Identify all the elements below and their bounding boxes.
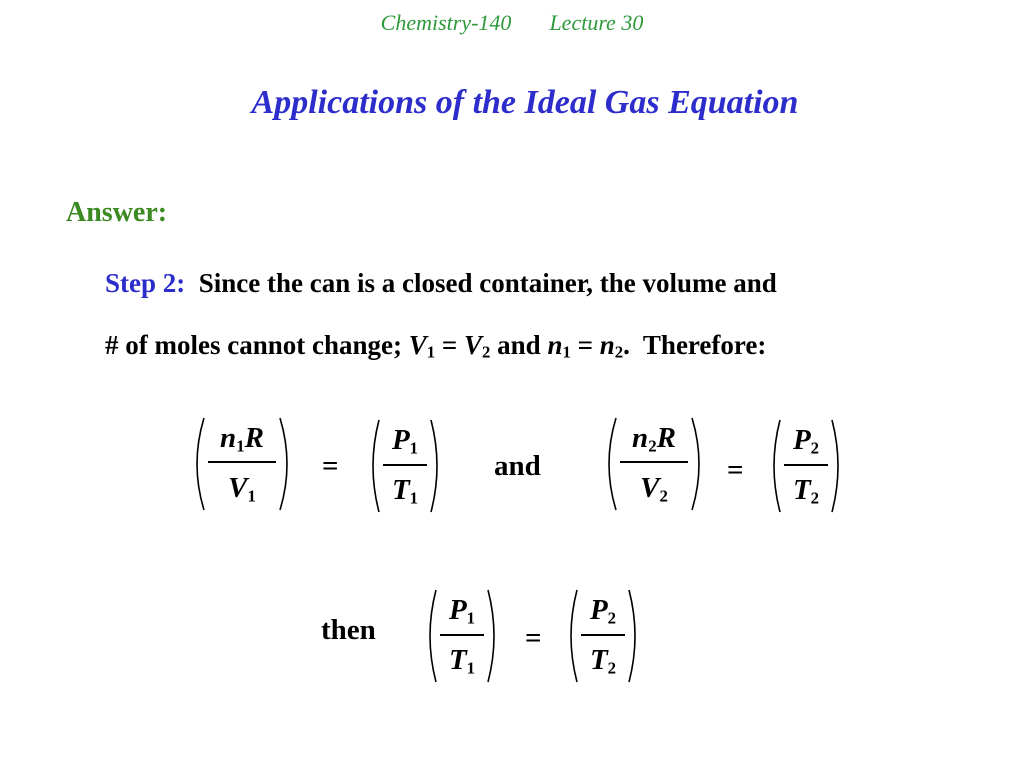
numerator: $n_1R$ bbox=[220, 422, 264, 456]
fraction-p2-over-t2-final bbox=[567, 588, 639, 684]
conclusion-text: Therefore: bbox=[642, 330, 767, 360]
slide-title: Applications of the Ideal Gas Equation bbox=[251, 84, 799, 121]
connector-and: and bbox=[497, 330, 541, 360]
fraction-bar bbox=[383, 464, 427, 466]
step-text-1: Since the can is a closed container, the volume and bbox=[198, 268, 777, 298]
answer-heading: Answer: bbox=[66, 197, 168, 228]
fraction-n1r-over-v1 bbox=[190, 416, 294, 512]
fraction-n2r-over-v2 bbox=[602, 416, 706, 512]
fraction-bar bbox=[581, 634, 625, 636]
lecture-number: Lecture 30 bbox=[549, 10, 644, 35]
denominator: $T_1$ bbox=[391, 474, 419, 508]
fraction-p1-over-t1 bbox=[369, 418, 441, 514]
step-line-1 bbox=[105, 268, 777, 299]
denominator: $T_2$ bbox=[589, 644, 617, 678]
equals-sign: = bbox=[322, 450, 339, 482]
numerator: $P_1$ bbox=[391, 424, 419, 458]
volume-2: $V_2$ bbox=[464, 330, 491, 362]
equals-sign: = bbox=[727, 454, 744, 486]
fraction-bar bbox=[440, 634, 484, 636]
numerator: $P_1$ bbox=[448, 594, 476, 628]
numerator: $P_2$ bbox=[589, 594, 617, 628]
course-header bbox=[0, 10, 1024, 36]
numerator: $n_2R$ bbox=[632, 422, 676, 456]
fraction-bar bbox=[784, 464, 828, 466]
step-text-2: # of moles cannot change; bbox=[105, 330, 402, 360]
denominator: $T_1$ bbox=[448, 644, 476, 678]
numerator: $P_2$ bbox=[792, 424, 820, 458]
denominator: $V_2$ bbox=[640, 472, 668, 506]
step-label: Step 2: bbox=[105, 268, 186, 298]
then-word: then bbox=[321, 614, 376, 646]
fraction-p2-over-t2 bbox=[770, 418, 842, 514]
fraction-p1-over-t1-final bbox=[426, 588, 498, 684]
moles-2: $n_2$ bbox=[599, 330, 624, 362]
equals-sign: = bbox=[525, 622, 542, 654]
and-word: and bbox=[494, 450, 541, 482]
moles-1: $n_1$ bbox=[547, 330, 571, 362]
course-name: Chemistry-140 bbox=[380, 10, 512, 35]
step-line-2: # of moles cannot change; $V_1 = V_2$ and $n_1 = n_2$. Therefore: bbox=[105, 330, 767, 362]
fraction-bar bbox=[208, 461, 276, 463]
fraction-bar bbox=[620, 461, 688, 463]
denominator: $V_1$ bbox=[228, 472, 256, 506]
denominator: $T_2$ bbox=[792, 474, 820, 508]
volume-1: $V_1$ bbox=[408, 330, 436, 362]
